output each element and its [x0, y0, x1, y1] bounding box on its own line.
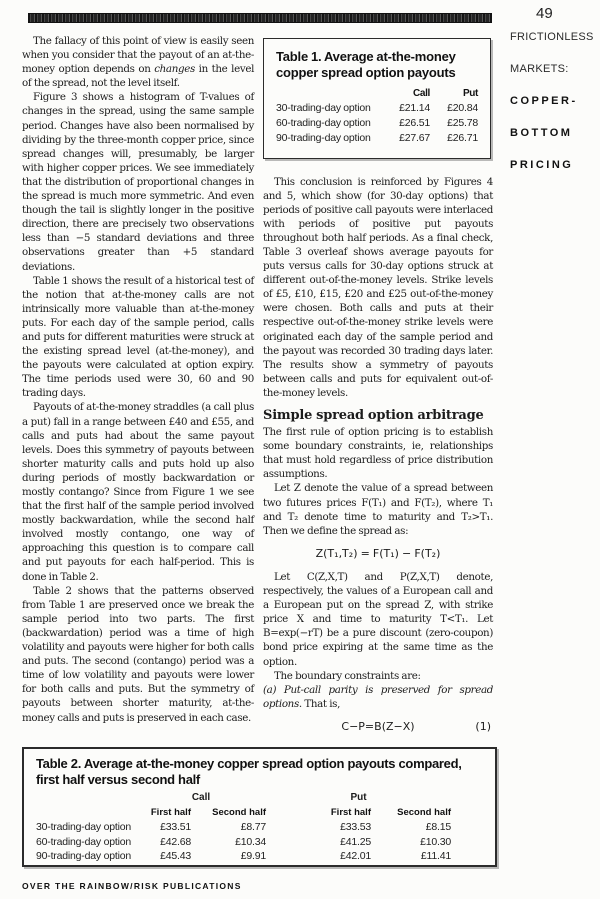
paragraph-text: The fallacy of this point of view is easily seen when you consider that the payout of an at-the-money option depends on — [22, 35, 254, 76]
table-row-label: 60-trading-day option — [276, 117, 371, 129]
paragraph: This conclusion is reinforced by Figures 4 and 5, which show (for 30-day options) that periods of positive call payouts were interlaced with periods of positive put payouts throughout both half periods. As a final check, Table 3 overleaf shows average payouts for puts versus calls for 30-day options struck at different out-of-the-money levels. Strike levels of £5, £10, £15, £20 and £25 out-of-the-money were chosen. Both calls and puts at their respective out-of-the-money strike levels were originated each day of the sample period and the payout was recorded 30 trading days later. The results show a symmetry of payouts between calls and puts for equivalent out-of-the-money levels. — [263, 175, 493, 399]
table-1 — [263, 38, 491, 159]
running-head-line: PRICING — [510, 159, 574, 171]
table-cell: £10.34 — [235, 835, 266, 848]
paragraph: Let C(Z,X,T) and P(Z,X,T) denote, respectively, the values of a European call and a European put on the spread Z, with strike price X and time to maturity T<T₁. Let B=exp(−rT) be a pure discount (zero-coupon) bond price expiring at the same time as the option. — [263, 570, 493, 668]
table-2-sub-header: Second half — [212, 806, 266, 818]
table-2-corner — [36, 806, 136, 821]
equation-text: C−P=B(Z−X) — [341, 719, 415, 733]
table-1-corner — [276, 87, 382, 101]
paragraph: Table 2 shows that the patterns observed from Table 1 are preserved once we break the sample period into two parts. The first (backwardation) period was a time of high volatility and payouts were higher for both calls and puts. The second (contango) period was a time of low volatility and payouts were lower for both calls and puts. But the symmetry of payouts between shorter maturity, at-the-money calls and puts is preserved in each case. — [22, 584, 254, 724]
table-cell: £45.43 — [160, 850, 191, 862]
paragraph: Table 1 shows the result of a historical test of the notion that at-the-money calls are not intrinsically more valuable than at-the-money puts. For each day of the sample period, calls and puts for different maturities were struck at the existing spread level (at-the-money), and the payouts were calculated at option expiry. The time periods used were 30, 60 and 90 trading days. — [22, 274, 254, 400]
running-head — [510, 31, 598, 191]
running-head-line: MARKETS: — [510, 63, 569, 75]
equation-put-call-parity — [263, 720, 493, 734]
table-cell: £33.53 — [340, 821, 371, 833]
table-cell: £8.15 — [425, 821, 451, 833]
right-column — [263, 34, 493, 743]
table-2-grid — [36, 791, 483, 864]
paragraph: Figure 3 shows a histogram of T-values of changes in the spread, using the same sample period. Changes have also been normalised by dividing by the three-month copper price, since spread changes will, presumably, be larger with higher copper prices. We see immediately that the distribution of proportional changes in the spread is much more symmetric. And even though the tail is slightly longer in the positive direction, there are precisely two observations less than −5 standard deviations and three observations greater than +5 standard deviations. — [22, 91, 254, 273]
table-1-grid — [276, 87, 478, 146]
table-cell: £41.25 — [340, 835, 371, 848]
table-cell: £21.14 — [399, 102, 430, 114]
boundary-constraint-a: (a) Put-call parity is preserved for spread options. — [263, 683, 493, 710]
paragraph: The first rule of option pricing is to establish some boundary constraints, ie, relationships that must hold regardless of price distribution assumptions. — [263, 426, 493, 481]
table-row-label: 30-trading-day option — [36, 821, 132, 833]
publication-footer: OVER THE RAINBOW/RISK PUBLICATIONS — [22, 881, 242, 891]
paragraph-text: in the level of the spread, not the level itself. — [22, 63, 255, 90]
table-cell: £25.78 — [447, 117, 478, 129]
table-2-group-header: Call — [191, 792, 211, 803]
table-row-label: 90-trading-day option — [276, 132, 371, 144]
paragraph — [263, 683, 493, 711]
running-head-line: COPPER- — [510, 95, 578, 107]
equation-spread-definition — [263, 547, 493, 561]
table-cell: £26.51 — [399, 117, 430, 129]
table-row-label: 90-trading-day option — [36, 850, 132, 862]
running-head-line: BOTTOM — [510, 127, 573, 139]
table-2-sub-header: Second half — [397, 806, 451, 818]
table-cell: £42.68 — [160, 835, 191, 848]
table-1-col-header: Put — [462, 88, 478, 99]
table-1-col-header: Call — [413, 88, 430, 99]
equation-text: Z(T₁,T₂) = F(T₁) − F(T₂) — [315, 546, 441, 560]
table-cell: £8.77 — [240, 821, 266, 833]
table-2-sub-header: First half — [150, 806, 191, 818]
table-2-corner — [36, 791, 136, 806]
paragraph: Let Z denote the value of a spread between two futures prices F(T₁) and F(T₂), where T₁ and T₂ denote time to maturity and T₂>T₁. Then we define the spread as: — [263, 482, 493, 537]
section-heading: Simple spread option arbitrage — [263, 408, 484, 423]
table-1-title: Table 1. Average at-the-money copper spread option payouts — [276, 49, 456, 80]
table-cell: £26.71 — [447, 132, 478, 144]
table-cell: £33.51 — [160, 821, 191, 833]
table-cell: £27.67 — [399, 132, 430, 144]
paragraph: Payouts of at-the-money straddles (a call plus a put) fall in a range between £40 and £55, and calls and puts had about the same payout levels. Does this symmetry of payouts between shorter maturity calls and puts hold up also during periods of mostly backwardation or mostly contango? Since from Figure 1 we see that the first half of the sample period involved mostly backwardation, while the second half involved mostly contango, one way of approaching this question is to compare call and put payouts for each half-period. This is done in Table 2. — [22, 401, 254, 583]
table-2-group-header: Put — [350, 792, 367, 803]
table-2-title: Table 2. Average at-the-money copper spread option payouts compared, first half versus second half — [36, 756, 462, 787]
table-row-label: 60-trading-day option — [36, 835, 132, 848]
running-head-line: FRICTIONLESS — [510, 31, 594, 43]
table-cell: £10.30 — [420, 835, 451, 848]
table-2 — [22, 747, 497, 867]
table-cell: £9.91 — [240, 850, 266, 862]
table-2-sub-header: First half — [330, 806, 371, 818]
table-cell: £11.41 — [420, 850, 451, 862]
paragraph-emphasis: changes — [154, 63, 195, 76]
page-number: 49 — [536, 5, 553, 22]
left-column — [22, 34, 254, 725]
table-cell: £20.84 — [447, 102, 478, 114]
equation-number: (1) — [475, 719, 491, 733]
top-rule — [28, 13, 492, 23]
table-row-label: 30-trading-day option — [276, 102, 371, 114]
paragraph-text: That is, — [304, 697, 341, 710]
table-cell: £42.01 — [340, 850, 371, 862]
paragraph: The boundary constraints are: — [274, 669, 421, 682]
paragraph — [22, 34, 254, 90]
